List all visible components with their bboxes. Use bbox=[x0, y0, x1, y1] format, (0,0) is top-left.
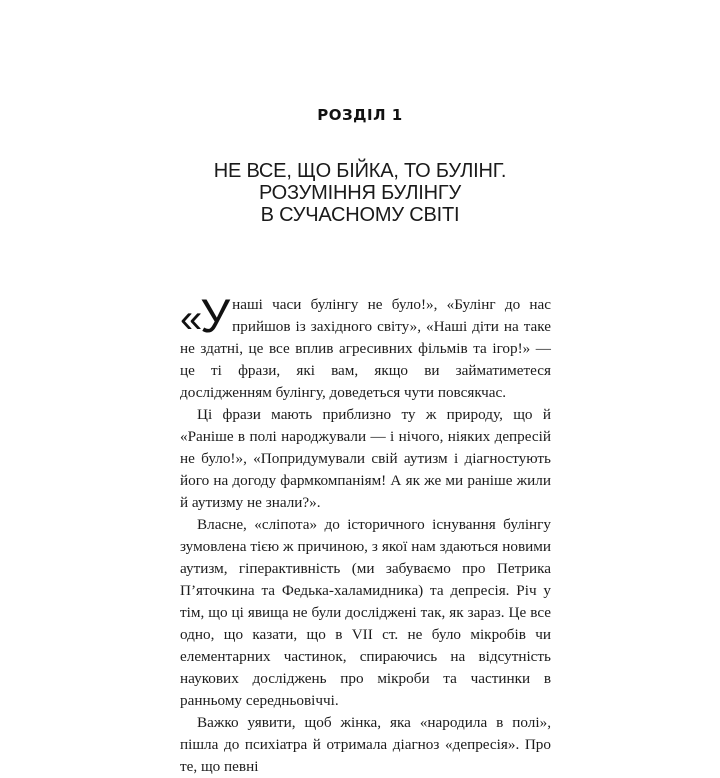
body-text bbox=[180, 289, 551, 778]
paragraph-1 bbox=[180, 289, 551, 404]
chapter-label: РОЗДІЛ 1 bbox=[317, 106, 403, 124]
paragraph-3: Власне, «сліпота» до історичного існування булінгу зумовлена тією ж причиною, з якої нам здаються новими аутизм, гіперактивність (ми забуваємо про Петрика П’яточкина та Федька-халамидника) та депресія. Річ у тім, що ці явища не були досліджені так, як зараз. Це все одно, що казати, що в VII ст. не було мікробів чи елементарних частинок, спираючись на відсутність наукових досліджень про мікроби та частинки в ранньому середньовіччі. bbox=[180, 516, 551, 709]
chapter-title bbox=[0, 160, 720, 226]
paragraph-4: Важко уявити, щоб жінка, яка «народила в полі», пішла до психіатра й отримала діагноз «депресія». Про те, що певні bbox=[180, 714, 551, 775]
drop-cap-quote: « bbox=[180, 297, 201, 341]
chapter-title-line: РОЗУМІННЯ БУЛІНГУ bbox=[258, 182, 462, 204]
chapter-title-line: НЕ ВСЕ, ЩО БІЙКА, ТО БУЛІНГ. bbox=[213, 160, 507, 182]
drop-cap-letter: У bbox=[200, 289, 229, 342]
drop-cap bbox=[180, 289, 229, 342]
chapter-title-line: В СУЧАСНОМУ СВІТІ bbox=[260, 204, 460, 226]
paragraph-text: наші часи булінгу не було!», «Булінг до нас прийшов із західного світу», «Наші діти на таке не здатні, це все вплив агресивних фільмів та ігор!» — це ті фрази, які вам, якщо ви займатиметеся дослідженням булінгу, доведеться чути повсякчас. bbox=[180, 296, 551, 401]
paragraph-2: Ці фрази мають приблизно ту ж природу, що й «Раніше в полі народжували — і нічого, ніяких депресій не було!», «Попридумували свій аутизм і діагностують його на догоду фармкомпаніям! А як же ми раніше жили й аутизму не знали?». bbox=[180, 406, 551, 511]
